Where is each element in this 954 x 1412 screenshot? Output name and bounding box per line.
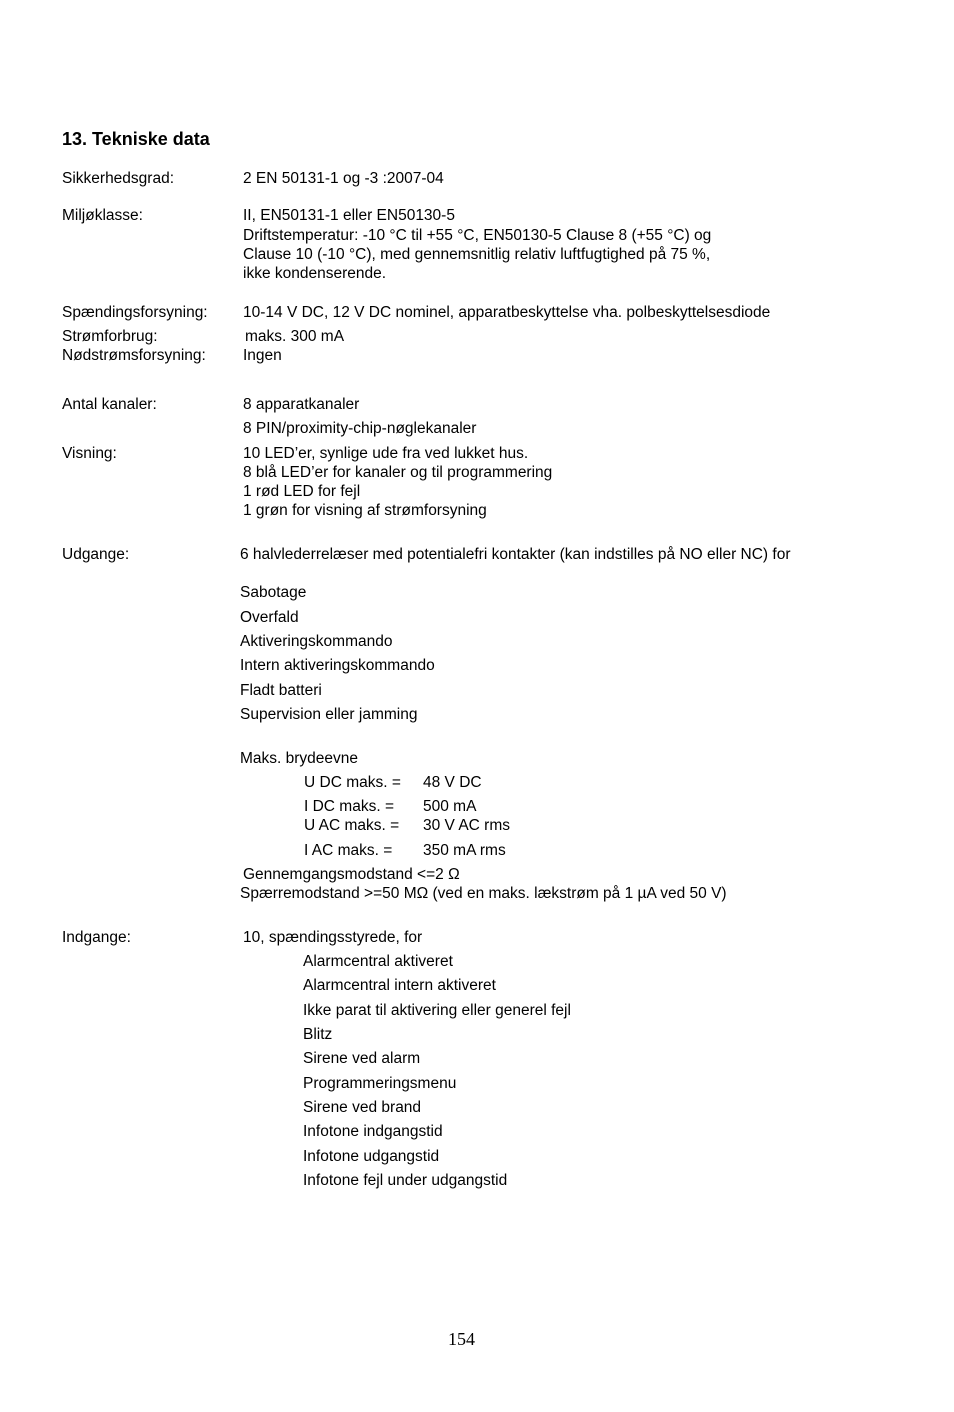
maks-value: 500 mA [423, 798, 477, 815]
indgange-intro: 10, spændingsstyrede, for [243, 929, 423, 946]
visning-line: 1 rød LED for fejl [243, 483, 361, 500]
indgange-item: Infotone indgangstid [303, 1123, 443, 1140]
indgange-item: Alarmcentral aktiveret [303, 953, 453, 970]
udgange-label: Udgange: [62, 546, 130, 563]
indgange-item: Sirene ved brand [303, 1099, 422, 1116]
spaendingsforsyning-label: Spændingsforsyning: [62, 304, 208, 321]
maks-key: U AC maks. = [304, 817, 400, 834]
maks-value: 48 V DC [423, 774, 482, 791]
visning-line: 10 LED’er, synlige ude fra ved lukket hus. [243, 445, 529, 462]
udgange-intro: 6 halvlederrelæser med potentialefri kontakter (kan indstilles på NO eller NC) for [240, 546, 791, 563]
spaendingsforsyning-value: 10-14 V DC, 12 V DC nominel, apparatbeskyttelse vha. polbeskyttelsesdiode [243, 304, 771, 321]
stromforbrug-label: Strømforbrug: [62, 328, 158, 345]
visning-label: Visning: [62, 445, 117, 462]
udgange-item: Sabotage [240, 584, 307, 601]
udgange-item: Fladt batteri [240, 682, 322, 699]
sikkerhedsgrad-label: Sikkerhedsgrad: [62, 170, 175, 187]
udgange-item: Supervision eller jamming [240, 706, 418, 723]
udgange-item: Aktiveringskommando [240, 633, 393, 650]
nodstromsforsyning-value: Ingen [243, 347, 282, 364]
miljoklasse-label: Miljøklasse: [62, 207, 143, 224]
maks-value: 350 mA rms [423, 842, 506, 859]
indgange-item: Programmeringsmenu [303, 1075, 457, 1092]
udgange-item: Intern aktiveringskommando [240, 657, 435, 674]
sikkerhedsgrad-value: 2 EN 50131-1 og -3 :2007-04 [243, 170, 444, 187]
antal-kanaler-label: Antal kanaler: [62, 396, 157, 413]
miljoklasse-line: II, EN50131-1 eller EN50130-5 [243, 207, 455, 224]
indgange-item: Ikke parat til aktivering eller generel fejl [303, 1002, 571, 1019]
maks-brydeevne-title: Maks. brydeevne [240, 750, 359, 767]
miljoklasse-line: Driftstemperatur: -10 °C til +55 °C, EN50130-5 Clause 8 (+55 °C) og [243, 227, 712, 244]
gennemgangsmodstand: Gennemgangsmodstand <=2 Ω [243, 866, 460, 883]
indgange-label: Indgange: [62, 929, 131, 946]
spaerremodstand: Spærremodstand >=50 MΩ (ved en maks. lækstrøm på 1 µA ved 50 V) [240, 885, 727, 902]
visning-line: 1 grøn for visning af strømforsyning [243, 502, 487, 519]
nodstromsforsyning-label: Nødstrømsforsyning: [62, 347, 206, 364]
miljoklasse-line: ikke kondenserende. [243, 265, 387, 282]
maks-key: U DC maks. = [304, 774, 401, 791]
antal-kanaler-line: 8 PIN/proximity-chip-nøglekanaler [243, 420, 477, 437]
antal-kanaler-line: 8 apparatkanaler [243, 396, 360, 413]
miljoklasse-line: Clause 10 (-10 °C), med gennemsnitlig relativ luftfugtighed på 75 %, [243, 246, 711, 263]
indgange-item: Infotone udgangstid [303, 1148, 440, 1165]
maks-key: I AC maks. = [304, 842, 393, 859]
indgange-item: Sirene ved alarm [303, 1050, 421, 1067]
indgange-item: Infotone fejl under udgangstid [303, 1172, 508, 1189]
udgange-item: Overfald [240, 609, 299, 626]
indgange-item: Blitz [303, 1026, 333, 1043]
section-heading: 13. Tekniske data [62, 129, 210, 149]
indgange-item: Alarmcentral intern aktiveret [303, 977, 496, 994]
maks-value: 30 V AC rms [423, 817, 510, 834]
stromforbrug-value: maks. 300 mA [245, 328, 345, 345]
maks-key: I DC maks. = [304, 798, 395, 815]
visning-line: 8 blå LED’er for kanaler og til programmering [243, 464, 553, 481]
page-number: 154 [448, 1329, 475, 1349]
